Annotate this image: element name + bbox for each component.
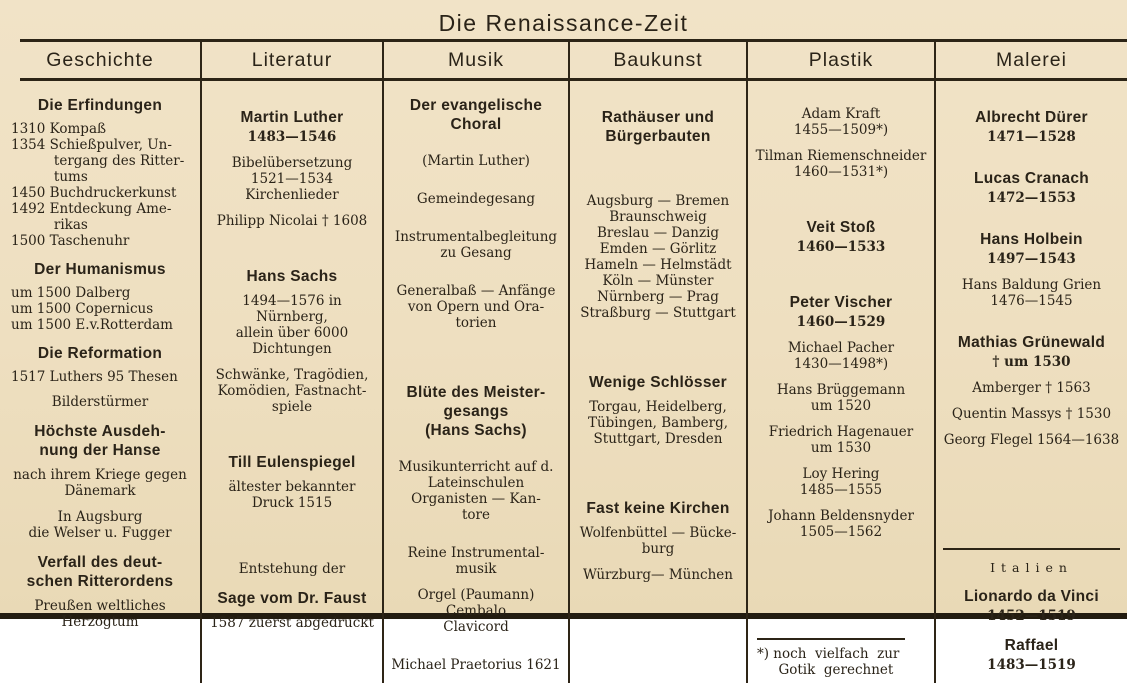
section-heading xyxy=(3,422,197,460)
text-block xyxy=(751,508,931,540)
text-line: Hans Sachs xyxy=(246,268,338,285)
column-baukunst xyxy=(570,81,748,683)
column-geschichte xyxy=(0,81,202,683)
section-heading xyxy=(939,108,1124,127)
section-heading xyxy=(205,267,379,286)
text-block xyxy=(387,153,565,169)
text-line: Tilman Riemenschneider xyxy=(755,148,927,164)
text-line: Höchste Ausdeh- xyxy=(34,423,166,440)
text-line: tums xyxy=(11,169,88,185)
text-block xyxy=(939,380,1124,396)
text-line: Musikunterricht auf d. xyxy=(398,459,554,475)
text-block xyxy=(3,285,197,333)
text-line: 1430—1498*) xyxy=(793,356,889,372)
text-line: nach ihrem Kriege gegen xyxy=(13,467,187,483)
text-block xyxy=(751,424,931,456)
text-block xyxy=(939,251,1124,267)
text-line: Stuttgart, Dresden xyxy=(593,431,723,447)
divider-rule xyxy=(943,548,1120,550)
spacer xyxy=(387,336,565,376)
section-heading xyxy=(205,589,379,608)
text-block xyxy=(939,657,1124,673)
text-line: tergang des Ritter- xyxy=(11,153,185,169)
text-line: burg xyxy=(641,541,675,557)
text-line: 1492 Entdeckung Ame- xyxy=(11,201,172,217)
spacer xyxy=(573,89,743,101)
text-line: Johann Beldensnyder xyxy=(768,508,914,524)
text-block xyxy=(387,283,565,331)
text-block xyxy=(205,213,379,229)
text-block xyxy=(3,598,197,630)
text-line: Hans Baldung Grien xyxy=(961,277,1102,293)
spacer xyxy=(205,516,379,556)
spacer xyxy=(573,452,743,492)
text-line: um 1500 E.v.Rotterdam xyxy=(11,317,173,333)
text-line: Amberger † 1563 xyxy=(972,380,1091,396)
text-block xyxy=(939,608,1124,624)
text-line: Loy Hering xyxy=(802,466,880,482)
text-line: zu Gesang xyxy=(440,245,512,261)
text-line: Die Erfindungen xyxy=(37,97,163,114)
section-heading xyxy=(3,553,197,591)
text-line: Torgau, Heidelberg, xyxy=(589,399,727,415)
text-line: 1521—1534 xyxy=(250,171,334,187)
text-line: In Augsburg xyxy=(57,509,143,525)
text-line: Hans Holbein xyxy=(980,231,1083,248)
spacer xyxy=(387,528,565,540)
section-heading xyxy=(387,383,565,440)
text-block xyxy=(939,560,1124,576)
text-line: Rathäuser und xyxy=(601,109,715,126)
text-line: um 1530 xyxy=(810,440,872,456)
spacer xyxy=(939,89,1124,101)
section-heading xyxy=(205,453,379,472)
text-block xyxy=(939,129,1124,145)
footnote xyxy=(751,646,931,678)
text-block xyxy=(751,340,931,372)
text-block xyxy=(939,190,1124,206)
text-line: Herzogtum xyxy=(61,614,139,630)
text-line: Druck 1515 xyxy=(251,495,333,511)
text-block xyxy=(3,467,197,499)
text-line: Philipp Nicolai † 1608 xyxy=(216,213,368,229)
text-line: Veit Stoß xyxy=(806,219,876,236)
text-block xyxy=(205,367,379,415)
text-line: Georg Flegel 1564—1638 xyxy=(943,432,1120,448)
spacer xyxy=(939,314,1124,326)
section-heading xyxy=(3,260,197,279)
text-line: Martin Luther xyxy=(240,109,344,126)
section-heading xyxy=(573,499,743,518)
column-header-plastik: Plastik xyxy=(748,42,936,78)
text-line: Schwänke, Tragödien, xyxy=(215,367,369,383)
text-line: Gemeindegesang xyxy=(416,191,536,207)
text-block xyxy=(939,406,1124,422)
text-line: Verfall des deut- xyxy=(37,554,163,571)
text-block xyxy=(3,121,197,249)
text-line: musik xyxy=(455,561,497,577)
text-block xyxy=(751,382,931,414)
column-musik xyxy=(384,81,570,683)
text-line: um 1500 Dalberg xyxy=(11,285,131,301)
text-block xyxy=(387,587,565,635)
text-block xyxy=(573,193,743,321)
text-block xyxy=(205,155,379,203)
text-line: allein über 6000 xyxy=(235,325,349,341)
text-block xyxy=(751,106,931,138)
text-block xyxy=(205,561,379,577)
text-line: Tübingen, Bamberg, xyxy=(587,415,729,431)
text-line: Till Eulenspiegel xyxy=(228,454,356,471)
text-block xyxy=(939,432,1124,448)
section-heading xyxy=(3,344,197,363)
text-line: Dänemark xyxy=(64,483,136,499)
text-block xyxy=(573,567,743,583)
text-block xyxy=(205,479,379,511)
text-block xyxy=(3,394,197,410)
text-block xyxy=(387,459,565,523)
text-line: 1450 Buchdruckerkunst xyxy=(11,185,177,201)
text-line: Orgel (Paumann) xyxy=(417,587,535,603)
text-line: Bürgerbauten xyxy=(605,128,711,145)
section-heading xyxy=(751,293,931,312)
text-block xyxy=(387,191,565,207)
text-line: Straßburg — Stuttgart xyxy=(580,305,736,321)
text-line: schen Ritterordens xyxy=(26,573,174,590)
text-line: Lionardo da Vinci xyxy=(964,588,1099,605)
body-row xyxy=(0,81,1127,678)
text-line: 1505—1562 xyxy=(799,524,883,540)
text-line: Michael Praetorius 1621 xyxy=(391,657,561,673)
text-line: Raffael xyxy=(1004,637,1059,654)
text-line: Instrumentalbegleitung xyxy=(394,229,558,245)
text-block xyxy=(751,148,931,180)
column-header-malerei: Malerei xyxy=(996,48,1067,71)
text-block xyxy=(387,545,565,577)
spacer xyxy=(387,640,565,652)
text-line: (Martin Luther) xyxy=(422,153,530,169)
text-line: Kirchenlieder xyxy=(245,187,339,203)
text-line: Der evangelische xyxy=(409,97,543,114)
text-line: 1460—1533 xyxy=(796,239,886,255)
text-line: Bibelübersetzung xyxy=(231,155,353,171)
text-line: 1452—1519 xyxy=(987,608,1076,624)
text-line: Quentin Massys † 1530 xyxy=(951,406,1112,422)
column-literatur xyxy=(202,81,384,683)
text-line: von Opern und Ora- xyxy=(407,299,545,315)
text-line: Hameln — Helmstädt xyxy=(584,257,732,273)
text-line: Wolfenbüttel — Bücke- xyxy=(579,525,737,541)
text-line: um 1500 Copernicus xyxy=(11,301,154,317)
spacer xyxy=(751,260,931,286)
text-line: Lucas Cranach xyxy=(973,170,1090,187)
column-malerei xyxy=(936,81,1127,683)
section-heading xyxy=(939,333,1124,352)
text-line: 1517 Luthers 95 Thesen xyxy=(11,369,178,385)
text-block xyxy=(387,657,565,673)
column-plastik xyxy=(748,81,936,683)
text-line: Die Reformation xyxy=(37,345,163,362)
text-block xyxy=(3,509,197,541)
text-line: Mathias Grünewald xyxy=(957,334,1106,351)
text-line: 1455—1509*) xyxy=(793,122,889,138)
text-line: Italien xyxy=(990,560,1073,575)
text-line: Friedrich Hagenauer xyxy=(768,424,914,440)
section-heading xyxy=(205,108,379,127)
spacer xyxy=(573,148,743,188)
text-line: 1485—1555 xyxy=(799,482,883,498)
page-title: Die Renaissance-Zeit xyxy=(438,10,689,36)
text-line: 1471—1528 xyxy=(987,129,1076,145)
text-line: gesangs xyxy=(443,403,509,420)
text-line: Generalbaß — Anfänge xyxy=(396,283,556,299)
text-line: Sage vom Dr. Faust xyxy=(217,590,367,607)
text-line: Adam Kraft xyxy=(801,106,881,122)
text-block xyxy=(205,129,379,145)
text-line: Emden — Görlitz xyxy=(599,241,717,257)
section-heading xyxy=(3,96,197,115)
section-heading xyxy=(939,636,1124,655)
section-heading xyxy=(751,218,931,237)
text-block xyxy=(939,277,1124,309)
text-block xyxy=(573,525,743,557)
spacer xyxy=(205,420,379,446)
text-line: Reine Instrumental- xyxy=(407,545,545,561)
column-header-musik: Musik xyxy=(384,42,570,78)
spacer xyxy=(387,174,565,186)
text-line: 1497—1543 xyxy=(987,251,1076,267)
text-line: 1500 Taschenuhr xyxy=(11,233,130,249)
section-heading xyxy=(573,373,743,392)
header-row xyxy=(0,42,1127,78)
text-line: 1494—1576 in Nürnberg, xyxy=(242,293,342,325)
spacer xyxy=(939,211,1124,223)
text-line: Clavicord xyxy=(443,619,509,635)
text-line: Würzburg— München xyxy=(583,567,733,583)
text-line: die Welser u. Fugger xyxy=(28,525,172,541)
text-line: 1472—1553 xyxy=(987,190,1076,206)
text-line: Michael Pacher xyxy=(787,340,895,356)
text-line: Blüte des Meister- xyxy=(406,384,546,401)
text-line: nung der Hanse xyxy=(39,442,161,459)
section-heading xyxy=(939,587,1124,606)
text-line: 1354 Schießpulver, Un- xyxy=(11,137,172,153)
text-line: Braunschweig xyxy=(609,209,707,225)
text-line: Peter Vischer xyxy=(789,294,893,311)
text-line: Breslau — Danzig xyxy=(596,225,720,241)
text-line: Organisten — Kan- xyxy=(411,491,541,507)
text-line: Lateinschulen xyxy=(427,475,525,491)
text-line: rikas xyxy=(11,217,88,233)
text-line: spiele xyxy=(271,399,313,415)
divider-rule xyxy=(757,638,905,640)
column-header-geschichte: Geschichte xyxy=(0,42,202,78)
section-heading xyxy=(387,96,565,134)
text-block xyxy=(205,615,379,631)
text-line: Köln — Münster xyxy=(602,273,714,289)
text-line: tore xyxy=(462,507,490,523)
text-line: Entstehung der xyxy=(238,561,346,577)
text-line: 1483—1519 xyxy=(987,657,1076,673)
text-block xyxy=(939,354,1124,370)
spacer xyxy=(387,212,565,224)
section-heading xyxy=(939,169,1124,188)
text-line: Der Humanismus xyxy=(34,261,166,278)
text-line: Gotik gerechnet xyxy=(757,662,894,678)
section-heading xyxy=(939,230,1124,249)
text-line: Cembalo xyxy=(445,603,507,619)
text-block xyxy=(751,466,931,498)
spacer xyxy=(387,266,565,278)
text-line: Preußen weltliches xyxy=(34,598,166,614)
spacer xyxy=(751,89,931,101)
text-line: Hans Brüggemann xyxy=(776,382,906,398)
spacer xyxy=(387,442,565,454)
text-line: torien xyxy=(455,315,497,331)
text-line: *) noch vielfach zur xyxy=(757,646,900,662)
text-line: Albrecht Dürer xyxy=(975,109,1088,126)
text-line: 1460—1531*) xyxy=(793,164,889,180)
section-heading xyxy=(573,108,743,146)
spacer xyxy=(205,89,379,101)
text-line: Augsburg — Bremen xyxy=(586,193,730,209)
text-block xyxy=(751,239,931,255)
text-line: ältester bekannter xyxy=(228,479,356,495)
text-line: um 1520 xyxy=(810,398,872,414)
text-block xyxy=(573,399,743,447)
column-header-literatur: Literatur xyxy=(202,42,384,78)
text-line: Bilderstürmer xyxy=(51,394,149,410)
text-line: Wenige Schlösser xyxy=(588,374,728,391)
text-block xyxy=(205,293,379,357)
text-line: 1483—1546 xyxy=(247,129,337,145)
text-line: 1587 zuerst abgedruckt xyxy=(210,615,374,631)
text-line: (Hans Sachs) xyxy=(425,422,527,439)
text-line: Komödien, Fastnacht- xyxy=(217,383,367,399)
text-line: 1310 Kompaß xyxy=(11,121,107,137)
text-line: Nürnberg — Prag xyxy=(597,289,719,305)
spacer xyxy=(205,234,379,260)
text-line: 1460—1529 xyxy=(796,314,886,330)
spacer xyxy=(939,150,1124,162)
spacer xyxy=(573,326,743,366)
text-line: Fast keine Kirchen xyxy=(586,500,730,517)
text-line: 1476—1545 xyxy=(990,293,1073,309)
text-line: Choral xyxy=(450,116,502,133)
text-block xyxy=(387,229,565,261)
text-block xyxy=(751,314,931,330)
text-line: Dichtungen xyxy=(252,341,332,357)
text-line: † um 1530 xyxy=(992,354,1071,370)
text-block xyxy=(3,369,197,385)
column-header-baukunst: Baukunst xyxy=(570,42,748,78)
spacer xyxy=(751,185,931,211)
spacer xyxy=(387,136,565,148)
